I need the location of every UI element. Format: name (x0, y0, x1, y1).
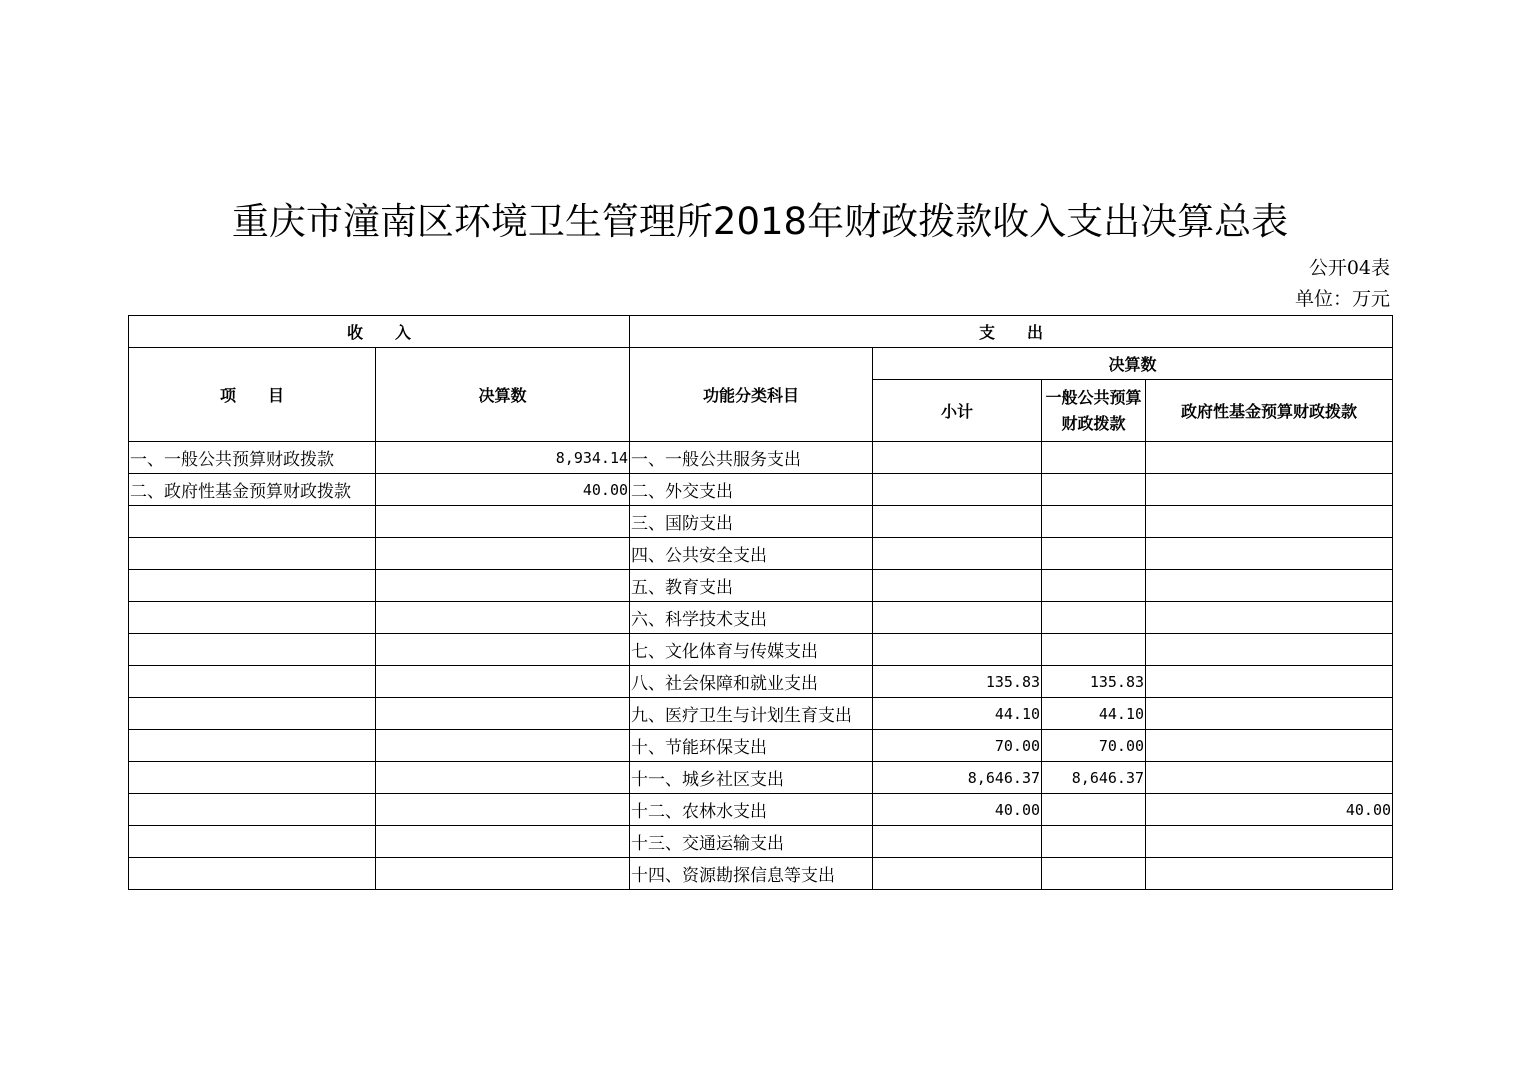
subtotal-cell (873, 570, 1042, 602)
subtotal-cell (873, 538, 1042, 570)
func-class-cell: 八、社会保障和就业支出 (630, 666, 873, 698)
func-class-cell: 九、医疗卫生与计划生育支出 (630, 698, 873, 730)
func-class-cell: 六、科学技术支出 (630, 602, 873, 634)
general-budget-cell (1042, 794, 1146, 826)
table-row (129, 570, 1393, 602)
gov-fund-cell (1146, 570, 1393, 602)
table-row (129, 762, 1393, 794)
table-row (129, 634, 1393, 666)
subtotal-cell (873, 602, 1042, 634)
income-item-cell (129, 538, 376, 570)
func-class-cell: 七、文化体育与传媒支出 (630, 634, 873, 666)
table-row (129, 666, 1393, 698)
income-amount-cell: 40.00 (376, 474, 630, 506)
header-general-budget: 一般公共预算财政拨款 (1042, 380, 1146, 442)
income-item-cell (129, 730, 376, 762)
func-class-cell: 三、国防支出 (630, 506, 873, 538)
gov-fund-cell (1146, 730, 1393, 762)
income-amount-cell (376, 570, 630, 602)
income-amount-cell (376, 698, 630, 730)
income-item-cell (129, 666, 376, 698)
subtotal-cell: 70.00 (873, 730, 1042, 762)
gov-fund-cell (1146, 762, 1393, 794)
income-item-cell: 二、政府性基金预算财政拨款 (129, 474, 376, 506)
income-item-cell (129, 794, 376, 826)
gov-fund-cell (1146, 474, 1393, 506)
gov-fund-cell (1146, 826, 1393, 858)
func-class-cell: 十二、农林水支出 (630, 794, 873, 826)
gov-fund-cell (1146, 538, 1393, 570)
gov-fund-cell (1146, 506, 1393, 538)
income-item-cell (129, 858, 376, 890)
header-item: 项 目 (129, 348, 376, 442)
income-item-cell (129, 570, 376, 602)
table-row (129, 730, 1393, 762)
income-amount-cell (376, 634, 630, 666)
gov-fund-cell (1146, 666, 1393, 698)
general-budget-cell (1042, 858, 1146, 890)
general-budget-cell (1042, 506, 1146, 538)
func-class-cell: 十四、资源勘探信息等支出 (630, 858, 873, 890)
subtotal-cell (873, 858, 1042, 890)
table-row (129, 826, 1393, 858)
general-budget-cell (1042, 634, 1146, 666)
func-class-cell: 四、公共安全支出 (630, 538, 873, 570)
general-budget-cell: 70.00 (1042, 730, 1146, 762)
income-amount-cell (376, 794, 630, 826)
header-income-amount: 决算数 (376, 348, 630, 442)
header-income: 收 入 (129, 316, 630, 348)
table-code: 公开04表 (1308, 257, 1390, 279)
table-row (129, 602, 1393, 634)
income-item-cell (129, 698, 376, 730)
gov-fund-cell: 40.00 (1146, 794, 1393, 826)
gov-fund-cell (1146, 634, 1393, 666)
func-class-cell: 二、外交支出 (630, 474, 873, 506)
income-item-cell (129, 602, 376, 634)
income-item-cell (129, 634, 376, 666)
general-budget-cell (1042, 826, 1146, 858)
func-class-cell: 五、教育支出 (630, 570, 873, 602)
func-class-cell: 十一、城乡社区支出 (630, 762, 873, 794)
header-gov-fund: 政府性基金预算财政拨款 (1146, 380, 1393, 442)
func-class-cell: 十三、交通运输支出 (630, 826, 873, 858)
income-amount-cell (376, 602, 630, 634)
table-row (129, 442, 1393, 474)
table-row (129, 794, 1393, 826)
subtotal-cell (873, 442, 1042, 474)
finance-summary-table (128, 315, 1393, 890)
general-budget-cell: 8,646.37 (1042, 762, 1146, 794)
header-row-section (129, 316, 1393, 348)
income-item-cell (129, 826, 376, 858)
general-budget-cell: 44.10 (1042, 698, 1146, 730)
table-row (129, 698, 1393, 730)
unit-label: 单位：万元 (1294, 288, 1390, 310)
subtotal-cell (873, 826, 1042, 858)
table-row (129, 506, 1393, 538)
func-class-cell: 十、节能环保支出 (630, 730, 873, 762)
table-row (129, 538, 1393, 570)
header-expense: 支 出 (630, 316, 1393, 348)
income-amount-cell (376, 762, 630, 794)
income-amount-cell (376, 826, 630, 858)
gov-fund-cell (1146, 602, 1393, 634)
page-title: 重庆市潼南区环境卫生管理所2018年财政拨款收入支出决算总表 (231, 200, 1289, 243)
income-item-cell (129, 506, 376, 538)
income-item-cell: 一、一般公共预算财政拨款 (129, 442, 376, 474)
gov-fund-cell (1146, 698, 1393, 730)
header-func-class: 功能分类科目 (630, 348, 873, 442)
income-amount-cell: 8,934.14 (376, 442, 630, 474)
table-row (129, 474, 1393, 506)
subtotal-cell (873, 474, 1042, 506)
general-budget-cell (1042, 570, 1146, 602)
income-amount-cell (376, 538, 630, 570)
income-amount-cell (376, 730, 630, 762)
general-budget-cell (1042, 602, 1146, 634)
func-class-cell: 一、一般公共服务支出 (630, 442, 873, 474)
general-budget-cell: 135.83 (1042, 666, 1146, 698)
subtotal-cell (873, 634, 1042, 666)
gov-fund-cell (1146, 858, 1393, 890)
table-row (129, 858, 1393, 890)
subtotal-cell: 135.83 (873, 666, 1042, 698)
subtotal-cell: 40.00 (873, 794, 1042, 826)
subtotal-cell: 44.10 (873, 698, 1042, 730)
subtotal-cell (873, 506, 1042, 538)
income-amount-cell (376, 506, 630, 538)
gov-fund-cell (1146, 442, 1393, 474)
general-budget-cell (1042, 474, 1146, 506)
income-item-cell (129, 762, 376, 794)
header-expense-amount: 决算数 (873, 348, 1393, 380)
general-budget-cell (1042, 442, 1146, 474)
income-amount-cell (376, 666, 630, 698)
header-row-columns (129, 348, 1393, 380)
general-budget-cell (1042, 538, 1146, 570)
subtotal-cell: 8,646.37 (873, 762, 1042, 794)
income-amount-cell (376, 858, 630, 890)
header-subtotal: 小计 (873, 380, 1042, 442)
